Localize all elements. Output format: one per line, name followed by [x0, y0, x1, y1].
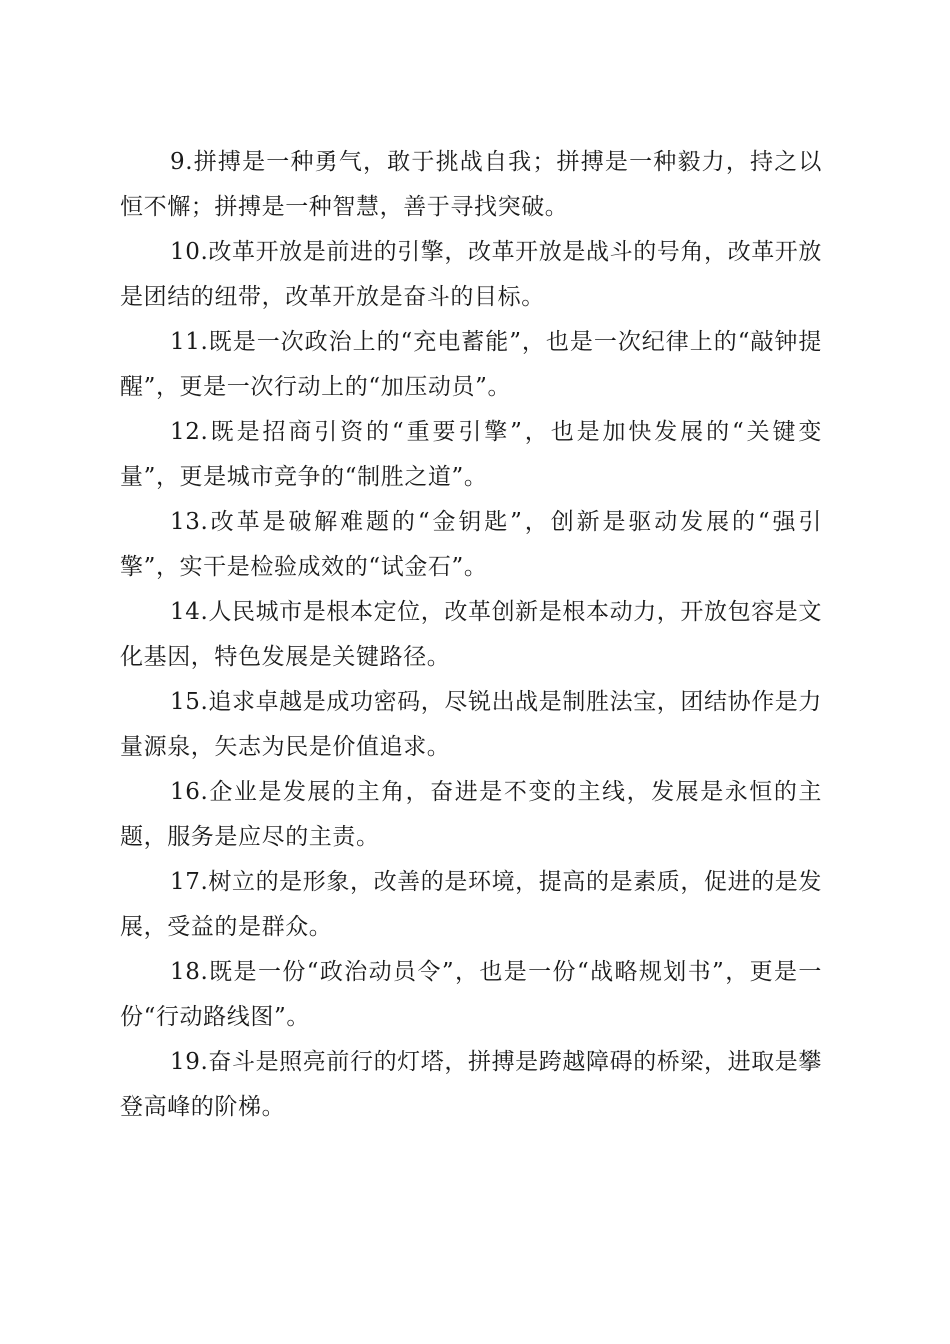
- paragraph-13: 13.改革是破解难题的“金钥匙”，创新是驱动发展的“强引擎”，实干是检验成效的“试金石”。: [120, 509, 822, 580]
- paragraph-11: 11.既是一次政治上的“充电蓄能”，也是一次纪律上的“敲钟提醒”，更是一次行动上的“加压动员”。: [120, 329, 822, 400]
- paragraph-9: 9.拼搏是一种勇气，敢于挑战自我；拼搏是一种毅力，持之以恒不懈；拼搏是一种智慧，善于寻找突破。: [120, 149, 822, 220]
- paragraph-17: 17.树立的是形象，改善的是环境，提高的是素质，促进的是发展，受益的是群众。: [120, 869, 822, 940]
- paragraph-18: 18.既是一份“政治动员令”，也是一份“战略规划书”，更是一份“行动路线图”。: [120, 959, 822, 1030]
- paragraph-14: 14.人民城市是根本定位，改革创新是根本动力，开放包容是文化基因，特色发展是关键路径。: [120, 599, 822, 670]
- paragraph-16: 16.企业是发展的主角，奋进是不变的主线，发展是永恒的主题，服务是应尽的主责。: [120, 779, 822, 850]
- document-body: [120, 140, 822, 1130]
- paragraph-12: 12.既是招商引资的“重要引擎”，也是加快发展的“关键变量”，更是城市竞争的“制胜之道”。: [120, 419, 822, 490]
- paragraph-10: 10.改革开放是前进的引擎，改革开放是战斗的号角，改革开放是团结的纽带，改革开放是奋斗的目标。: [120, 239, 822, 310]
- paragraph-15: 15.追求卓越是成功密码，尽锐出战是制胜法宝，团结协作是力量源泉，矢志为民是价值追求。: [120, 689, 822, 760]
- paragraph-19: 19.奋斗是照亮前行的灯塔，拼搏是跨越障碍的桥梁，进取是攀登高峰的阶梯。: [120, 1049, 822, 1120]
